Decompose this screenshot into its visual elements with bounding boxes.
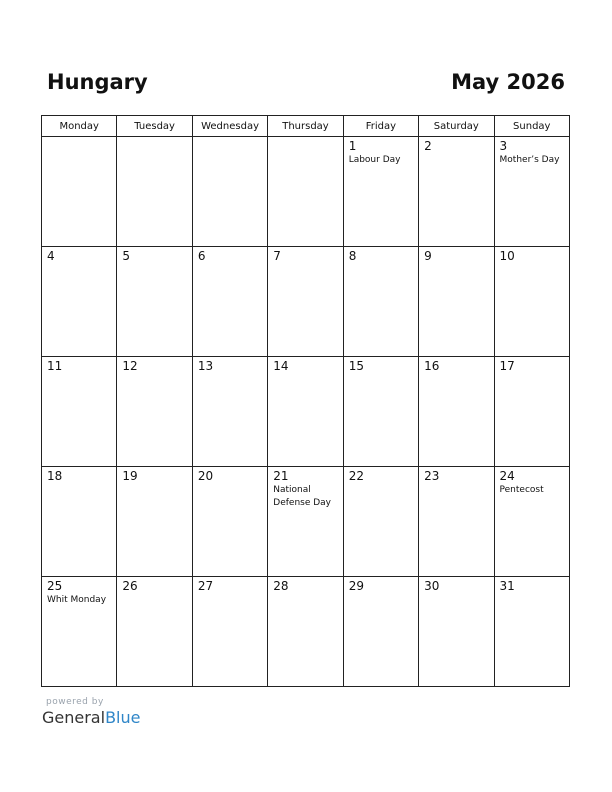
weekday-header: Sunday <box>494 116 569 137</box>
day-number: 6 <box>197 249 206 263</box>
weekday-header: Tuesday <box>117 116 192 137</box>
day-cell <box>419 577 494 687</box>
day-number: 29 <box>348 579 364 593</box>
day-number: 14 <box>273 359 289 373</box>
holiday-label: Whit Monday <box>47 595 107 605</box>
day-number: 28 <box>273 579 289 593</box>
day-number: 19 <box>122 469 138 483</box>
day-cell <box>192 247 267 357</box>
brand-logo-part1: General <box>42 708 106 727</box>
week-row <box>42 137 570 247</box>
week-row <box>42 467 570 577</box>
day-number: 18 <box>47 469 63 483</box>
day-number: 17 <box>499 359 515 373</box>
day-cell <box>192 577 267 687</box>
day-cell <box>268 467 343 577</box>
day-number: 2 <box>424 139 432 153</box>
powered-by-text: powered by <box>46 697 104 707</box>
brand-logo-part2: Blue <box>105 708 141 727</box>
day-number: 3 <box>499 139 508 153</box>
day-cell <box>192 467 267 577</box>
week-row <box>42 247 570 357</box>
day-number: 7 <box>273 249 281 263</box>
month-year-title: May 2026 <box>451 70 565 94</box>
day-cell <box>494 357 569 467</box>
holiday-label: National Defense Day <box>273 485 332 508</box>
day-number: 27 <box>197 579 214 593</box>
day-number: 16 <box>424 359 440 373</box>
day-cell <box>42 247 117 357</box>
day-cell <box>494 137 569 247</box>
day-cell <box>192 137 267 247</box>
calendar-grid <box>41 115 570 687</box>
day-number: 13 <box>197 359 214 373</box>
day-number: 8 <box>348 249 357 263</box>
day-cell <box>192 357 267 467</box>
day-number: 9 <box>424 249 432 263</box>
day-number: 21 <box>273 469 289 483</box>
day-cell <box>419 357 494 467</box>
day-cell <box>419 137 494 247</box>
day-cell <box>343 467 418 577</box>
week-row <box>42 577 570 687</box>
day-cell <box>42 467 117 577</box>
holiday-label: Labour Day <box>348 155 401 165</box>
holiday-label: Mother’s Day <box>499 155 560 165</box>
day-cell <box>268 577 343 687</box>
weekday-header: Friday <box>343 116 418 137</box>
week-row <box>42 357 570 467</box>
day-number: 15 <box>348 359 364 373</box>
day-number: 30 <box>424 579 440 593</box>
day-number: 26 <box>122 579 138 593</box>
weekday-header: Thursday <box>268 116 343 137</box>
day-cell <box>494 467 569 577</box>
day-cell <box>494 577 569 687</box>
day-number: 23 <box>424 469 440 483</box>
day-number: 5 <box>122 249 131 263</box>
day-number: 4 <box>47 249 55 263</box>
day-cell <box>117 247 192 357</box>
day-number: 22 <box>348 469 364 483</box>
country-title: Hungary <box>47 70 148 94</box>
day-number: 20 <box>197 469 214 483</box>
day-cell <box>117 137 192 247</box>
weekday-header: Wednesday <box>192 116 267 137</box>
day-cell <box>117 577 192 687</box>
day-cell <box>268 247 343 357</box>
day-number: 24 <box>499 469 515 483</box>
day-cell <box>42 357 117 467</box>
day-cell <box>268 137 343 247</box>
day-cell <box>343 357 418 467</box>
weekday-header: Saturday <box>419 116 494 137</box>
day-cell <box>42 577 117 687</box>
weekday-header-row <box>42 116 570 137</box>
day-cell <box>419 247 494 357</box>
day-cell <box>343 137 418 247</box>
day-number: 11 <box>47 359 63 373</box>
day-cell <box>343 247 418 357</box>
day-cell <box>268 357 343 467</box>
day-number: 1 <box>348 139 357 153</box>
day-number: 12 <box>122 359 138 373</box>
weekday-header: Monday <box>42 116 117 137</box>
day-number: 10 <box>499 249 515 263</box>
holiday-label: Pentecost <box>499 485 544 495</box>
day-cell <box>419 467 494 577</box>
day-cell <box>42 137 117 247</box>
day-cell <box>117 467 192 577</box>
day-number: 25 <box>47 579 63 593</box>
day-number: 31 <box>499 579 515 593</box>
day-cell <box>494 247 569 357</box>
brand-logo <box>42 708 140 727</box>
day-cell <box>117 357 192 467</box>
day-cell <box>343 577 418 687</box>
